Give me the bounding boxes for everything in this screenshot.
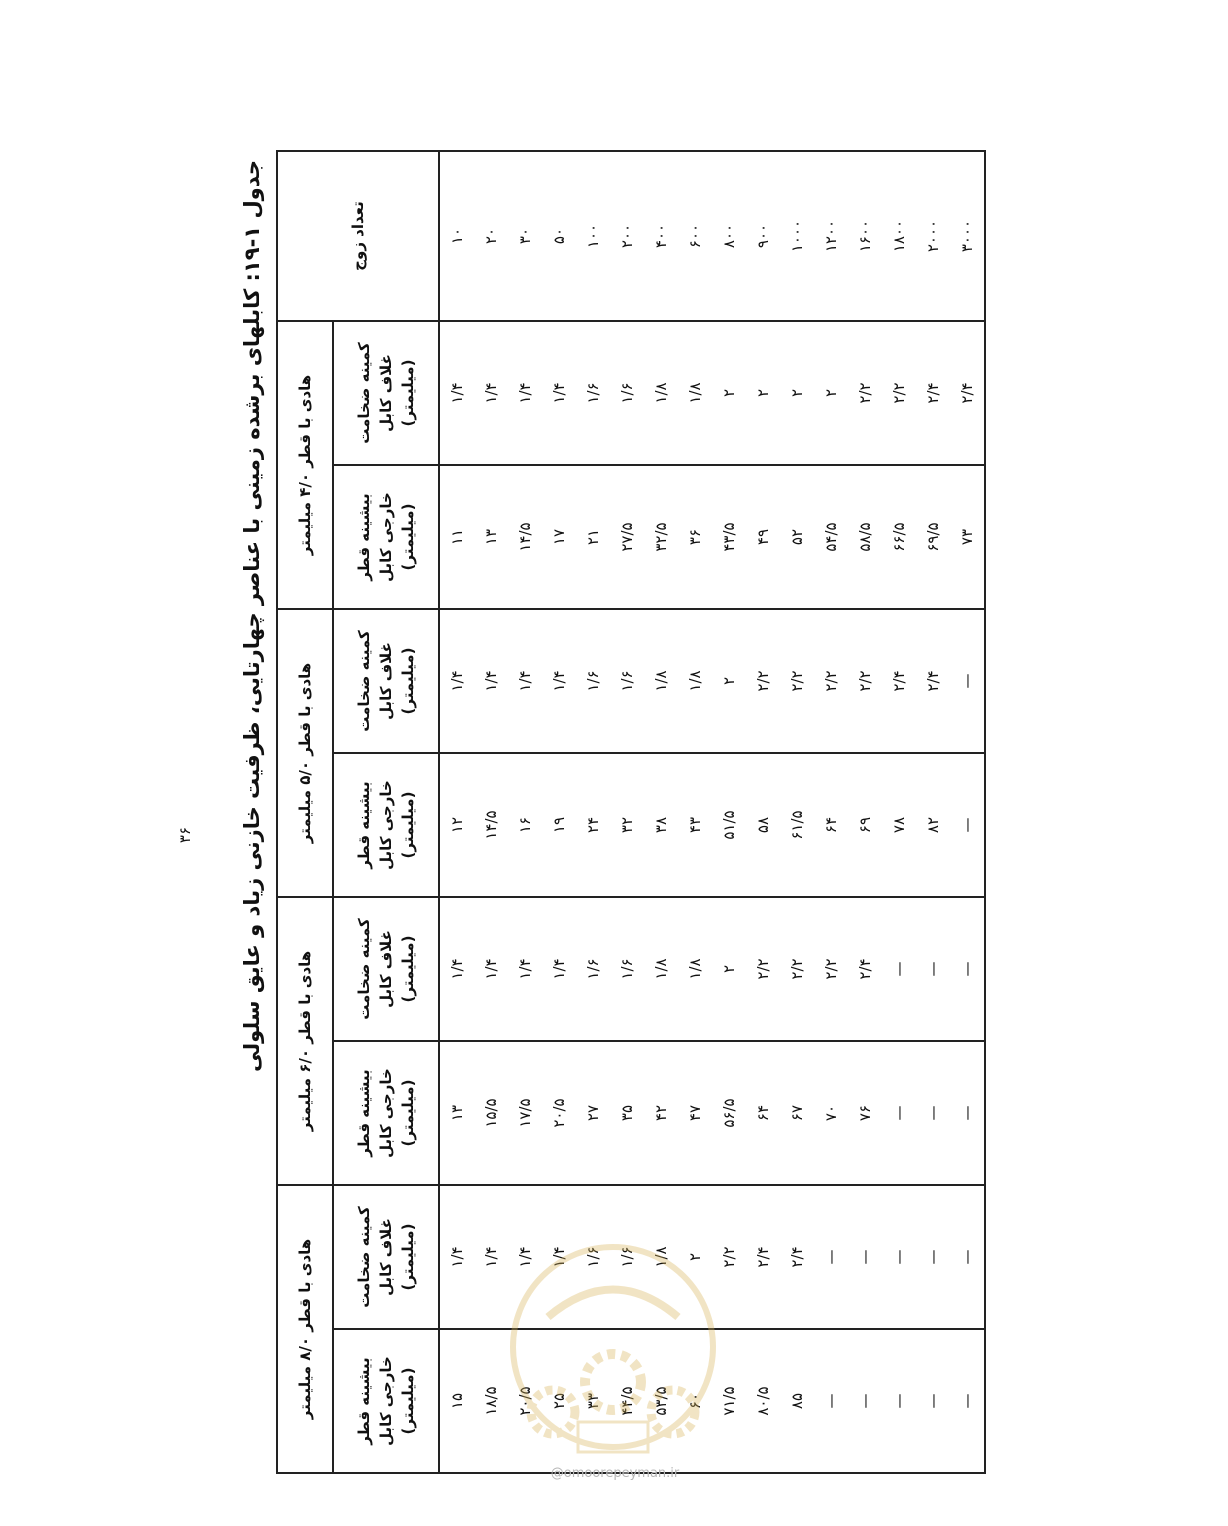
table-cell: ۲۰/۵ <box>508 1329 542 1473</box>
group-header-0-5mm: هادی با قطر ۵/۰ میلیمتر <box>277 609 333 897</box>
table-cell: — <box>950 1185 985 1329</box>
table-cell: ۱/۴ <box>439 1185 474 1329</box>
outer-diameter-header: بیشینه قطر خارجی کابل (میلیمتر) <box>333 753 439 897</box>
table-cell: ۱/۴ <box>439 609 474 753</box>
table-cell: ۳۲ <box>610 753 644 897</box>
pair-count-cell: ۲۰۰ <box>610 151 644 321</box>
table-cell: ۱/۴ <box>439 897 474 1041</box>
table-cell: ۱/۴ <box>474 321 508 465</box>
table-cell: ۲/۲ <box>848 609 882 753</box>
table-cell: ۱۶ <box>508 753 542 897</box>
table-cell: ۱/۶ <box>610 609 644 753</box>
pair-count-cell: ۱۸۰۰ <box>882 151 916 321</box>
table-cell: ۲/۲ <box>814 609 848 753</box>
table-row <box>882 151 916 1473</box>
table-cell: — <box>882 1329 916 1473</box>
table-cell: ۱/۸ <box>678 897 712 1041</box>
table-cell: ۱/۸ <box>644 609 678 753</box>
table-cell: ۲/۴ <box>882 609 916 753</box>
table-cell: ۱/۶ <box>576 321 610 465</box>
table-cell: ۲ <box>780 321 814 465</box>
sub-header-row <box>333 151 439 1473</box>
table-cell: ۱/۴ <box>439 321 474 465</box>
table-row <box>474 151 508 1473</box>
table-cell: ۵۸ <box>746 753 780 897</box>
table-cell: — <box>882 1041 916 1185</box>
table-cell: ۲ <box>712 897 746 1041</box>
table-cell: ۱۹ <box>542 753 576 897</box>
table-cell: ۱۱ <box>439 465 474 609</box>
table-cell: ۸۵ <box>780 1329 814 1473</box>
table-cell: — <box>848 1329 882 1473</box>
outer-diameter-header: بیشینه قطر خارجی کابل (میلیمتر) <box>333 465 439 609</box>
table-cell: ۱۵/۵ <box>474 1041 508 1185</box>
pair-count-cell: ۵۰ <box>542 151 576 321</box>
table-cell: — <box>814 1329 848 1473</box>
table-cell: ۱۴/۵ <box>508 465 542 609</box>
table-row <box>814 151 848 1473</box>
table-cell: ۲/۴ <box>950 321 985 465</box>
table-cell: ۷۰ <box>814 1041 848 1185</box>
table-cell: ۲ <box>712 609 746 753</box>
pair-count-cell: ۶۰۰ <box>678 151 712 321</box>
table-cell: ۴۳ <box>678 753 712 897</box>
table-cell: — <box>950 1329 985 1473</box>
table-cell: ۳۳ <box>576 1329 610 1473</box>
table-cell: ۸۲ <box>916 753 950 897</box>
table-cell: ۲/۴ <box>780 1185 814 1329</box>
table-cell: ۱۷/۵ <box>508 1041 542 1185</box>
table-cell: — <box>882 897 916 1041</box>
table-cell: ۵۱/۵ <box>712 753 746 897</box>
table-cell: — <box>814 1185 848 1329</box>
table-cell: ۱۷ <box>542 465 576 609</box>
table-cell: ۲/۲ <box>746 897 780 1041</box>
table-row <box>439 151 474 1473</box>
table-cell: ۲/۴ <box>746 1185 780 1329</box>
table-title: جدول ۱-۱۹: کابلهای برشده زمینی با عناصر چهارتایی، ظرفیت خازنی زیاد و عایق سلولی <box>240 160 264 1073</box>
table-cell: ۱/۶ <box>576 609 610 753</box>
table-cell: ۷۶ <box>848 1041 882 1185</box>
table-cell: ۱/۸ <box>644 321 678 465</box>
pair-count-cell: ۲۰۰۰ <box>916 151 950 321</box>
table-cell: ۱۳ <box>474 465 508 609</box>
table-cell: ۱/۸ <box>644 1185 678 1329</box>
table-cell: ۴۴/۵ <box>610 1329 644 1473</box>
table-cell: ۱/۶ <box>610 897 644 1041</box>
table-cell: ۴۷ <box>678 1041 712 1185</box>
table-cell: ۱۲ <box>439 753 474 897</box>
pair-count-cell: ۱۰ <box>439 151 474 321</box>
watermark-text: @omoorepeyman.ir <box>550 1466 680 1481</box>
table-cell: — <box>916 1041 950 1185</box>
table-cell: — <box>916 897 950 1041</box>
table-cell: ۳۵ <box>610 1041 644 1185</box>
table-cell: ۷۳ <box>950 465 985 609</box>
table-cell: ۶۹/۵ <box>916 465 950 609</box>
table-cell: ۶۴ <box>814 753 848 897</box>
table-cell: ۲/۲ <box>814 897 848 1041</box>
table-row <box>746 151 780 1473</box>
table-cell: ۳۲/۵ <box>644 465 678 609</box>
table-cell: ۱/۸ <box>644 897 678 1041</box>
table-cell: ۱/۴ <box>542 897 576 1041</box>
table-cell: ۲/۲ <box>746 609 780 753</box>
table-cell: ۲ <box>712 321 746 465</box>
pair-count-cell: ۹۰۰ <box>746 151 780 321</box>
table-cell: ۲۰/۵ <box>542 1041 576 1185</box>
watermark-logo-icon <box>508 1222 718 1472</box>
table-cell: — <box>916 1185 950 1329</box>
table-cell: ۲۱ <box>576 465 610 609</box>
table-cell: ۱۸/۵ <box>474 1329 508 1473</box>
table-cell: ۶۹ <box>848 753 882 897</box>
pair-count-cell: ۲۰ <box>474 151 508 321</box>
group-header-0-8mm: هادی با قطر ۸/۰ میلیمتر <box>277 1185 333 1473</box>
table-cell: ۶۶/۵ <box>882 465 916 609</box>
table-cell: ۲۷ <box>576 1041 610 1185</box>
table-cell: ۲/۲ <box>780 897 814 1041</box>
pair-count-cell: ۱۰۰ <box>576 151 610 321</box>
outer-diameter-header: بیشینه قطر خارجی کابل (میلیمتر) <box>333 1329 439 1473</box>
table-cell: ۱/۴ <box>474 897 508 1041</box>
table-cell: ۵۲ <box>780 465 814 609</box>
table-cell: ۶۷ <box>780 1041 814 1185</box>
table-cell: ۱/۴ <box>508 609 542 753</box>
table-cell: ۲/۲ <box>712 1185 746 1329</box>
table-cell: ۲/۲ <box>882 321 916 465</box>
table-cell: ۶۱/۵ <box>780 753 814 897</box>
table-cell: ۲/۴ <box>916 321 950 465</box>
table-cell: ۱/۴ <box>542 1185 576 1329</box>
pair-count-cell: ۳۰ <box>508 151 542 321</box>
sheath-thickness-header: کمینه ضخامت غلاف کابل (میلیمتر) <box>333 1185 439 1329</box>
table-cell: ۲/۲ <box>848 321 882 465</box>
table-cell: ۵۴/۵ <box>814 465 848 609</box>
table-cell: ۱/۶ <box>576 897 610 1041</box>
table-cell: ۳۶ <box>678 465 712 609</box>
table-cell: — <box>916 1329 950 1473</box>
table-cell: ۴۹ <box>746 465 780 609</box>
table-cell: ۴۳/۵ <box>712 465 746 609</box>
table-cell: — <box>950 609 985 753</box>
table-cell: — <box>950 753 985 897</box>
group-header-0-6mm: هادی با قطر ۶/۰ میلیمتر <box>277 897 333 1185</box>
outer-diameter-header: بیشینه قطر خارجی کابل (میلیمتر) <box>333 1041 439 1185</box>
table-cell: ۱۵ <box>439 1329 474 1473</box>
table-cell: ۴۲ <box>644 1041 678 1185</box>
table-cell: ۶۰ <box>678 1329 712 1473</box>
table-row <box>848 151 882 1473</box>
table-cell: ۱۳ <box>439 1041 474 1185</box>
table-cell: ۱/۸ <box>678 321 712 465</box>
table-row <box>780 151 814 1473</box>
table-cell: ۶۴ <box>746 1041 780 1185</box>
pair-count-cell: ۳۰۰۰ <box>950 151 985 321</box>
page-number: ۳۶ <box>176 826 194 844</box>
table-cell: ۵۶/۵ <box>712 1041 746 1185</box>
table-cell: ۱۴/۵ <box>474 753 508 897</box>
pair-count-header: تعداد زوج <box>277 151 439 321</box>
table-cell: ۱/۴ <box>474 609 508 753</box>
table-cell: ۷۸ <box>882 753 916 897</box>
table-cell: ۱/۶ <box>610 321 644 465</box>
table-cell: ۱/۴ <box>542 609 576 753</box>
table-cell: ۱/۴ <box>508 321 542 465</box>
table-cell: ۱/۴ <box>542 321 576 465</box>
table-cell: ۲/۴ <box>848 897 882 1041</box>
table-cell: ۸۰/۵ <box>746 1329 780 1473</box>
table-cell: ۲۷/۵ <box>610 465 644 609</box>
table-cell: ۲/۴ <box>916 609 950 753</box>
table-cell: — <box>950 1041 985 1185</box>
table-cell: ۱/۴ <box>508 897 542 1041</box>
pair-count-cell: ۱۰۰۰ <box>780 151 814 321</box>
table-cell: ۲/۲ <box>780 609 814 753</box>
table-cell: ۳۸ <box>644 753 678 897</box>
table-cell: ۵۸/۵ <box>848 465 882 609</box>
table-cell: — <box>848 1185 882 1329</box>
table-row <box>916 151 950 1473</box>
group-header-0-4mm: هادی با قطر ۴/۰ میلیمتر <box>277 321 333 609</box>
table-cell: — <box>882 1185 916 1329</box>
table-cell: — <box>950 897 985 1041</box>
sheath-thickness-header: کمینه ضخامت غلاف کابل (میلیمتر) <box>333 897 439 1041</box>
sheath-thickness-header: کمینه ضخامت غلاف کابل (میلیمتر) <box>333 609 439 753</box>
table-cell: ۱/۶ <box>576 1185 610 1329</box>
table-row <box>950 151 985 1473</box>
table-cell: ۲ <box>678 1185 712 1329</box>
table-cell: ۱/۶ <box>610 1185 644 1329</box>
table-cell: ۲ <box>746 321 780 465</box>
table-cell: ۱/۸ <box>678 609 712 753</box>
pair-count-cell: ۱۶۰۰ <box>848 151 882 321</box>
table-cell: ۱/۴ <box>508 1185 542 1329</box>
table-cell: ۷۱/۵ <box>712 1329 746 1473</box>
sheath-thickness-header: کمینه ضخامت غلاف کابل (میلیمتر) <box>333 321 439 465</box>
pair-count-cell: ۸۰۰ <box>712 151 746 321</box>
pair-count-cell: ۴۰۰ <box>644 151 678 321</box>
table-cell: ۱/۴ <box>474 1185 508 1329</box>
table-cell: ۲ <box>814 321 848 465</box>
table-cell: ۲۴ <box>576 753 610 897</box>
table-cell: ۲۵ <box>542 1329 576 1473</box>
pair-count-cell: ۱۲۰۰ <box>814 151 848 321</box>
table-cell: ۵۳/۵ <box>644 1329 678 1473</box>
group-header-row <box>277 151 333 1473</box>
